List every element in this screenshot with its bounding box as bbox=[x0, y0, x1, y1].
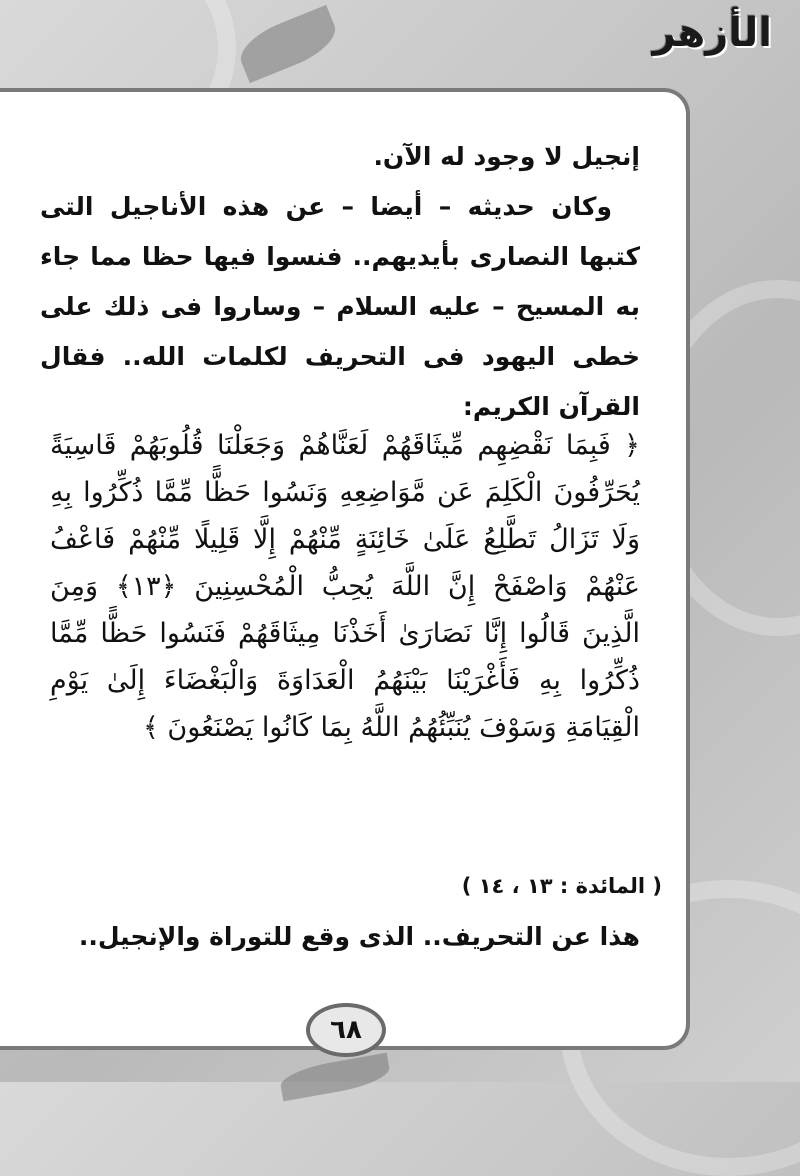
background-leaf-bottom bbox=[278, 1053, 392, 1102]
page-panel bbox=[0, 88, 690, 1050]
page-number: ٦٨ bbox=[306, 1003, 386, 1057]
background-leaf-top bbox=[233, 5, 342, 83]
quran-verse-text: ﴿ فَبِمَا نَقْضِهِم مِّيثَاقَهُمْ لَعَنَّاهُمْ وَجَعَلْنَا قُلُوبَهُمْ قَاسِيَةً يُحَرِّفُونَ الْكَلِمَ عَن مَّوَاضِعِهِ وَنَسُوا حَظًّا مِّمَّا ذُكِّرُوا بِهِ وَلَا تَزَالُ تَطَّلِعُ عَلَىٰ خَائِنَةٍ مِّنْهُمْ إِلَّا قَلِيلًا مِّنْهُمْ فَاعْفُ عَنْهُمْ وَاصْفَحْ إِنَّ اللَّهَ يُحِبُّ الْمُحْسِنِينَ ﴿١٣﴾ وَمِنَ الَّذِينَ قَالُوا إِنَّا نَصَارَىٰ أَخَذْنَا مِيثَاقَهُمْ فَنَسُوا حَظًّا مِّمَّا ذُكِّرُوا بِهِ فَأَغْرَيْنَا بَيْنَهُمُ الْعَدَاوَةَ وَالْبَغْضَاءَ إِلَىٰ يَوْمِ الْقِيَامَةِ وَسَوْفَ يُنَبِّئُهُمُ اللَّهُ بِمَا كَانُوا يَصْنَعُونَ ﴾ bbox=[50, 430, 640, 743]
publisher-logo: الأزهر bbox=[652, 10, 772, 56]
verse-reference: ( المائدة : ١٣ ، ١٤ ) bbox=[461, 874, 662, 898]
page-content bbox=[0, 92, 686, 1046]
quran-verses bbox=[50, 422, 640, 751]
paragraph-2: وكان حديثه – أيضا – عن هذه الأناجيل التى كتبها النصارى بأيديهم.. فنسوا فيها حظا مما جاء به المسيح – عليه السلام – وساروا فى ذلك على خطى اليهود فى التحريف لكلمات الله.. فقال القرآن الكريم: bbox=[40, 192, 640, 421]
paragraph-1: إنجيل لا وجود له الآن. bbox=[373, 142, 640, 171]
closing-text: هذا عن التحريف.. الذى وقع للتوراة والإنجيل.. bbox=[78, 922, 640, 951]
prose-text bbox=[40, 132, 640, 432]
